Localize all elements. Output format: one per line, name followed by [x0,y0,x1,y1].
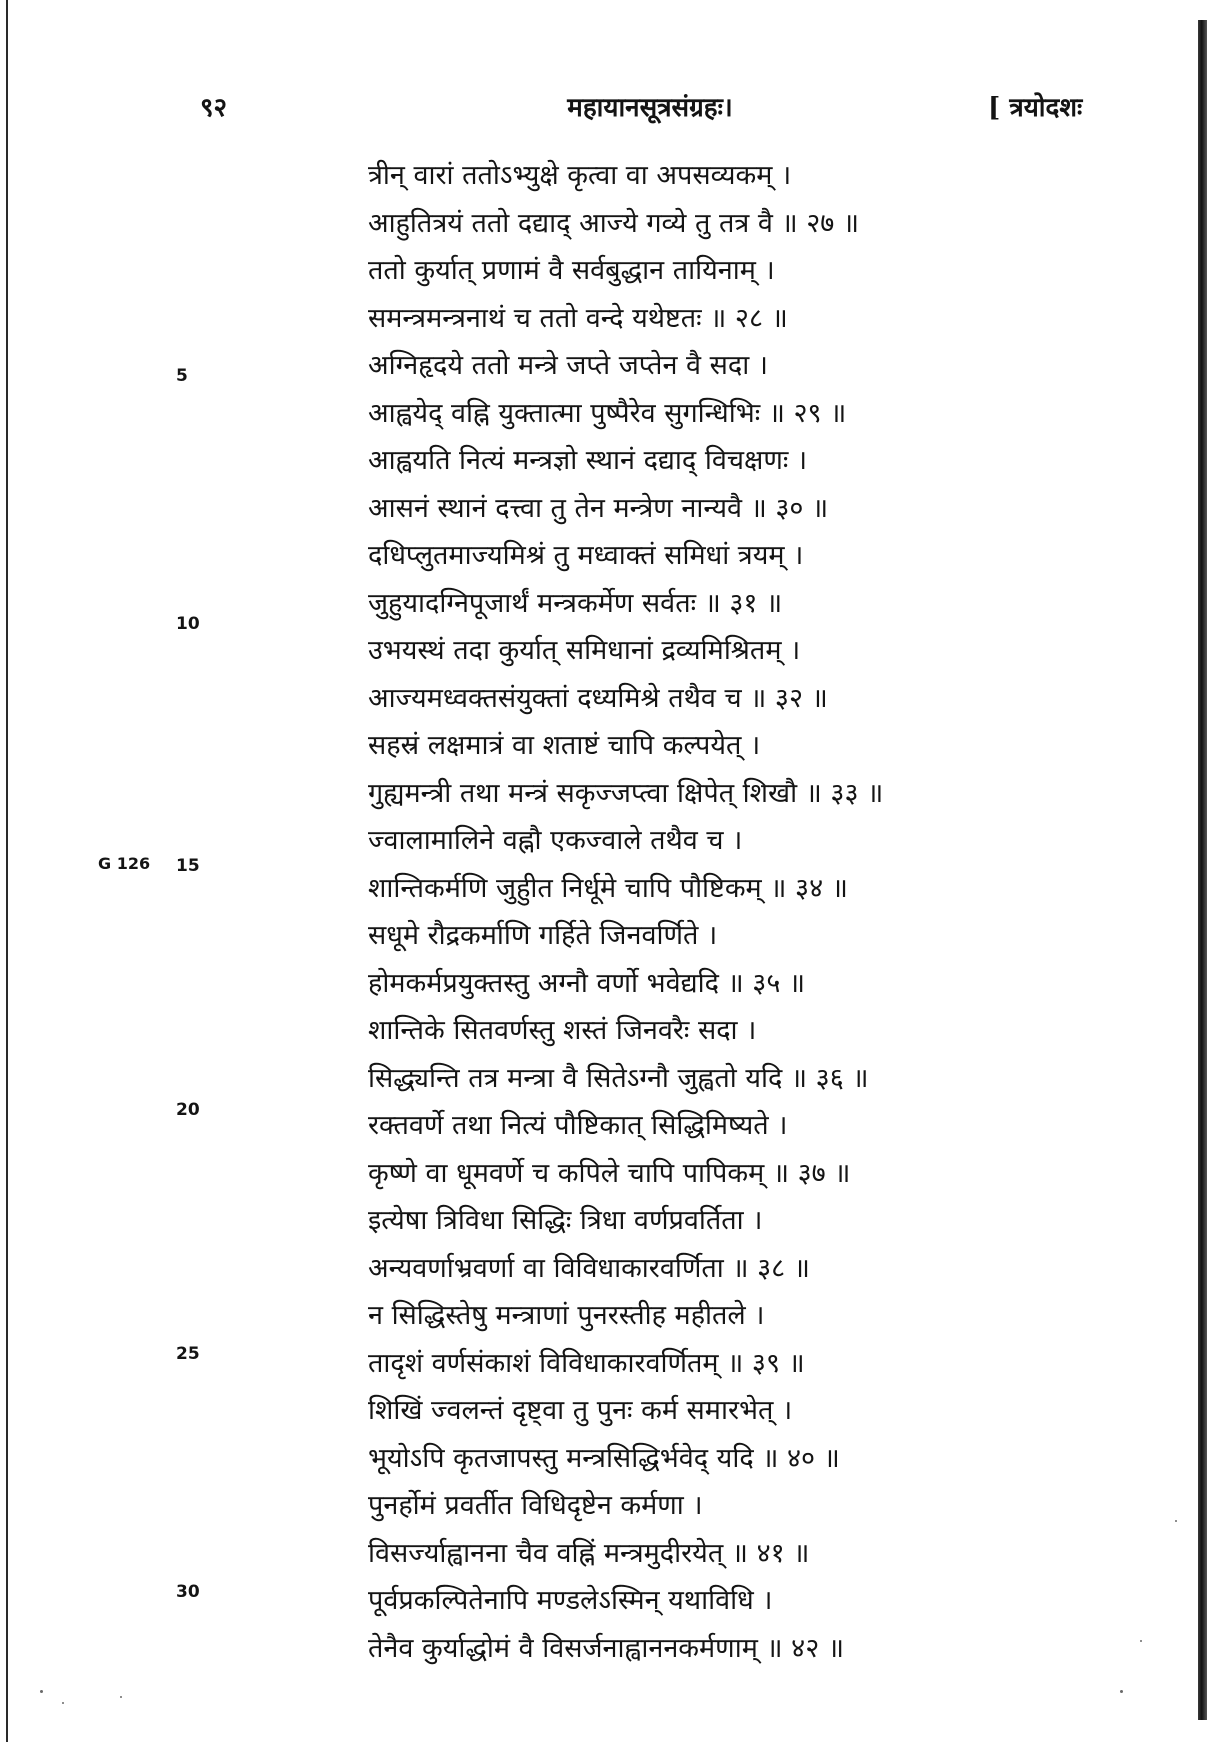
line-number: 5 [176,366,188,386]
page-left-edge [6,0,8,1742]
verse-line: ज्वालामालिने वह्नौ एकज्वाले तथैव च । [368,825,743,856]
verse-line: शान्तिके सितवर्णस्तु शस्तं जिनवरैः सदा । [368,1015,757,1046]
verse-line: होमकर्मप्रयुक्तस्तु अग्नौ वर्णो भवेद्यदि ॥ ३५ ॥ [368,967,806,999]
verse-line: ततो कुर्यात् प्रणामं वै सर्वबुद्धान तायिनाम् । [368,255,775,286]
verse-line: सधूमे रौद्रकर्माणि गर्हिते जिनवर्णिते । [368,920,718,951]
verse-line: अग्निहृदये ततो मन्त्रे जप्ते जप्तेन वै सदा । [368,350,769,381]
verse-line: शिखिं ज्वलन्तं दृष्ट्वा तु पुनः कर्म समारभेत् । [368,1395,793,1426]
manuscript-folio-reference: G 126 [98,854,151,873]
scan-speck [40,1690,43,1693]
scan-speck [120,1696,122,1698]
verse-line: कृष्णे वा धूमवर्णे च कपिले चापि पापिकम् ॥ ३७ ॥ [368,1157,851,1189]
verse-line: आह्वयेद् वह्नि युक्तात्मा पुष्पैरेव सुगन्धिभिः ॥ २९ ॥ [368,397,847,429]
verse-line: समन्त्रमन्त्रनाथं च ततो वन्दे यथेष्टतः ॥ २८ ॥ [368,302,788,334]
verse-line: रक्तवर्णे तथा नित्यं पौष्टिकात् सिद्धिमिष्यते । [368,1110,788,1141]
verse-line: तेनैव कुर्याद्धोमं वै विसर्जनाह्वाननकर्मणाम् ॥ ४२ ॥ [368,1632,845,1664]
verse-line: पुनर्होमं प्रवर्तीत विधिदृष्टेन कर्मणा । [368,1490,703,1521]
verse-line: आहुतित्रयं ततो दद्याद् आज्ये गव्ये तु तत्र वै ॥ २७ ॥ [368,207,860,239]
verse-line: इत्येषा त्रिविधा सिद्धिः त्रिधा वर्णप्रवर्तिता । [368,1205,763,1236]
line-number: 30 [176,1582,200,1602]
scan-speck [1120,1690,1123,1693]
verse-line: आह्वयति नित्यं मन्त्रज्ञो स्थानं दद्याद् विचक्षणः । [368,445,808,476]
verse-line: सहस्रं लक्षमात्रं वा शताष्टं चापि कल्पयेत् । [368,730,761,761]
verse-line: जुहुयादग्निपूजार्थं मन्त्रकर्मेण सर्वतः ॥ ३१ ॥ [368,587,783,619]
verse-line: शान्तिकर्मणि जुहुीत निर्धूमे चापि पौष्टिकम् ॥ ३४ ॥ [368,872,848,904]
page-binding-shadow [1198,20,1207,1720]
verse-line: तादृशं वर्णसंकाशं विविधाकारवर्णितम् ॥ ३९ ॥ [368,1347,805,1379]
verse-line: विसर्ज्याह्वानना चैव वह्निं मन्त्रमुदीरयेत् ॥ ४१ ॥ [368,1537,810,1569]
section-heading: [ त्रयोदशः [988,93,1083,123]
verse-line: भूयोऽपि कृतजापस्तु मन्त्रसिद्धिर्भवेद् यदि ॥ ४० ॥ [368,1442,840,1474]
verse-line: उभयस्थं तदा कुर्यात् समिधानां द्रव्यमिश्रितम् । [368,635,801,666]
line-number: 25 [176,1344,200,1364]
scan-speck [62,1702,64,1704]
scan-speck [1140,1640,1142,1642]
line-number: 10 [176,614,200,634]
running-title: महायानसूत्रसंग्रहः। [567,93,733,123]
scan-speck [1175,1520,1177,1522]
verse-line: आज्यमध्वक्तसंयुक्तां दध्यमिश्रे तथैव च ॥ ३२ ॥ [368,682,828,714]
verse-line: सिद्ध्यन्ति तत्र मन्त्रा वै सितेऽग्नौ जुह्वतो यदि ॥ ३६ ॥ [368,1062,869,1094]
verse-line: आसनं स्थानं दत्त्वा तु तेन मन्त्रेण नान्यवै ॥ ३० ॥ [368,492,829,524]
verse-line: अन्यवर्णाभ्रवर्णा वा विविधाकारवर्णिता ॥ ३८ ॥ [368,1252,810,1284]
verse-line: पूर्वप्रकल्पितेनापि मण्डलेऽस्मिन् यथाविधि । [368,1585,773,1616]
verse-line: त्रीन् वारां ततोऽभ्युक्षे कृत्वा वा अपसव्यकम् । [368,160,792,191]
page-number: ९२ [200,93,228,123]
verse-line: गुह्यमन्त्री तथा मन्त्रं सकृज्जप्त्वा क्षिपेत् शिखौ ॥ ३३ ॥ [368,777,884,809]
verse-line: दधिप्लुतमाज्यमिश्रं तु मध्वाक्तं समिधां त्रयम् । [368,540,804,571]
verse-line: न सिद्धिस्तेषु मन्त्राणां पुनरस्तीह महीतले । [368,1300,765,1331]
verse-text-block [368,152,968,1672]
line-number: 15 [176,856,200,876]
line-number: 20 [176,1100,200,1120]
